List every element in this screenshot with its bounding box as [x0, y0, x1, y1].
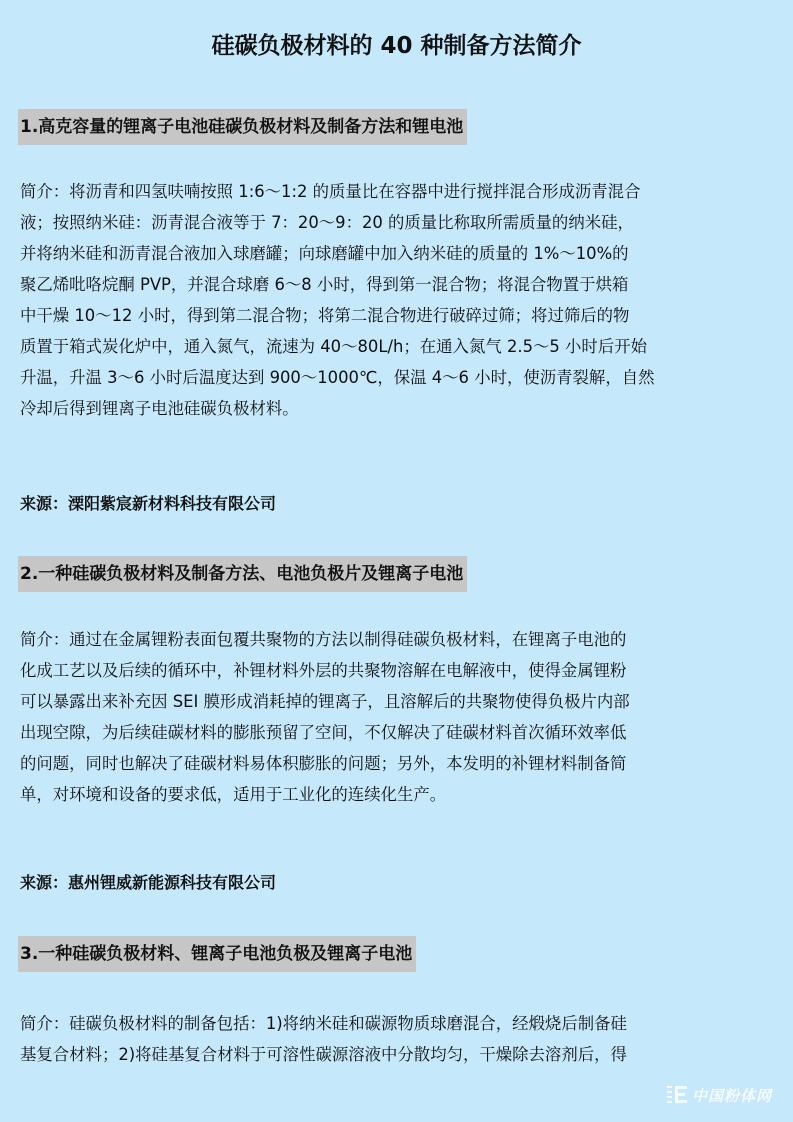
watermark-text: 中国粉体网 [692, 1087, 773, 1105]
section-1-source: 来源：溧阳紫宸新材料科技有限公司 [20, 494, 277, 513]
section-1-summary [20, 176, 776, 424]
summary-line: 简介：硅碳负极材料的制备包括：1)将纳米硅和碳源物质球磨混合，经煅烧后制备硅 [20, 1014, 627, 1033]
summary-line: 并将纳米硅和沥青混合液加入球磨罐；向球磨罐中加入纳米硅的质量的 1%～10%的 [20, 244, 629, 263]
section-3-heading: 3.一种硅碳负极材料、锂离子电池负极及锂离子电池 [18, 936, 416, 972]
page-title: 硅碳负极材料的 40 种制备方法简介 [211, 33, 582, 59]
summary-line: 聚乙烯吡咯烷酮 PVP，并混合球磨 6～8 小时，得到第一混合物；将混合物置于烘箱 [20, 275, 629, 294]
summary-line: 基复合材料；2)将硅基复合材料于可溶性碳源溶液中分散均匀，干燥除去溶剂后，得 [20, 1045, 627, 1064]
summary-line: 化成工艺以及后续的循环中，补锂材料外层的共聚物溶解在电解液中，使得金属锂粉 [20, 661, 627, 680]
summary-line: 的问题，同时也解决了硅碳材料易体积膨胀的问题；另外，本发明的补锂材料制备简 [20, 754, 627, 773]
summary-line: 单，对环境和设备的要求低，适用于工业化的连续化生产。 [20, 785, 447, 804]
powder-network-logo-icon [666, 1084, 690, 1106]
summary-line: 液；按照纳米硅：沥青混合液等于 7：20～9：20 的质量比称取所需质量的纳米硅， [20, 213, 634, 232]
section-1-heading: 1.高克容量的锂离子电池硅碳负极材料及制备方法和锂电池 [18, 109, 467, 145]
summary-line: 升温，升温 3～6 小时后温度达到 900～1000℃，保温 4～6 小时，使沥青裂解，自然 [20, 368, 655, 387]
summary-line: 出现空隙，为后续硅碳材料的膨胀预留了空间，不仅解决了硅碳材料首次循环效率低 [20, 723, 627, 742]
section-2-heading: 2.一种硅碳负极材料及制备方法、电池负极片及锂离子电池 [18, 556, 467, 592]
section-2-source: 来源：惠州锂威新能源科技有限公司 [20, 873, 277, 892]
watermark [666, 1083, 788, 1107]
summary-line: 简介：通过在金属锂粉表面包覆共聚物的方法以制得硅碳负极材料，在锂离子电池的 [20, 630, 627, 649]
summary-line: 中干燥 10～12 小时，得到第二混合物；将第二混合物进行破碎过筛；将过筛后的物 [20, 306, 630, 325]
summary-line: 简介：将沥青和四氢呋喃按照 1:6～1:2 的质量比在容器中进行搅拌混合形成沥青混合 [20, 182, 641, 201]
summary-line: 冷却后得到锂离子电池硅碳负极材料。 [20, 399, 299, 418]
summary-line: 可以暴露出来补充因 SEI 膜形成消耗掉的锂离子，且溶解后的共聚物使得负极片内部 [20, 692, 630, 711]
section-3-summary [20, 1008, 776, 1070]
summary-line: 质置于箱式炭化炉中，通入氮气，流速为 40～80L/h；在通入氮气 2.5～5 小时后开始 [20, 337, 647, 356]
section-2-summary [20, 624, 776, 810]
